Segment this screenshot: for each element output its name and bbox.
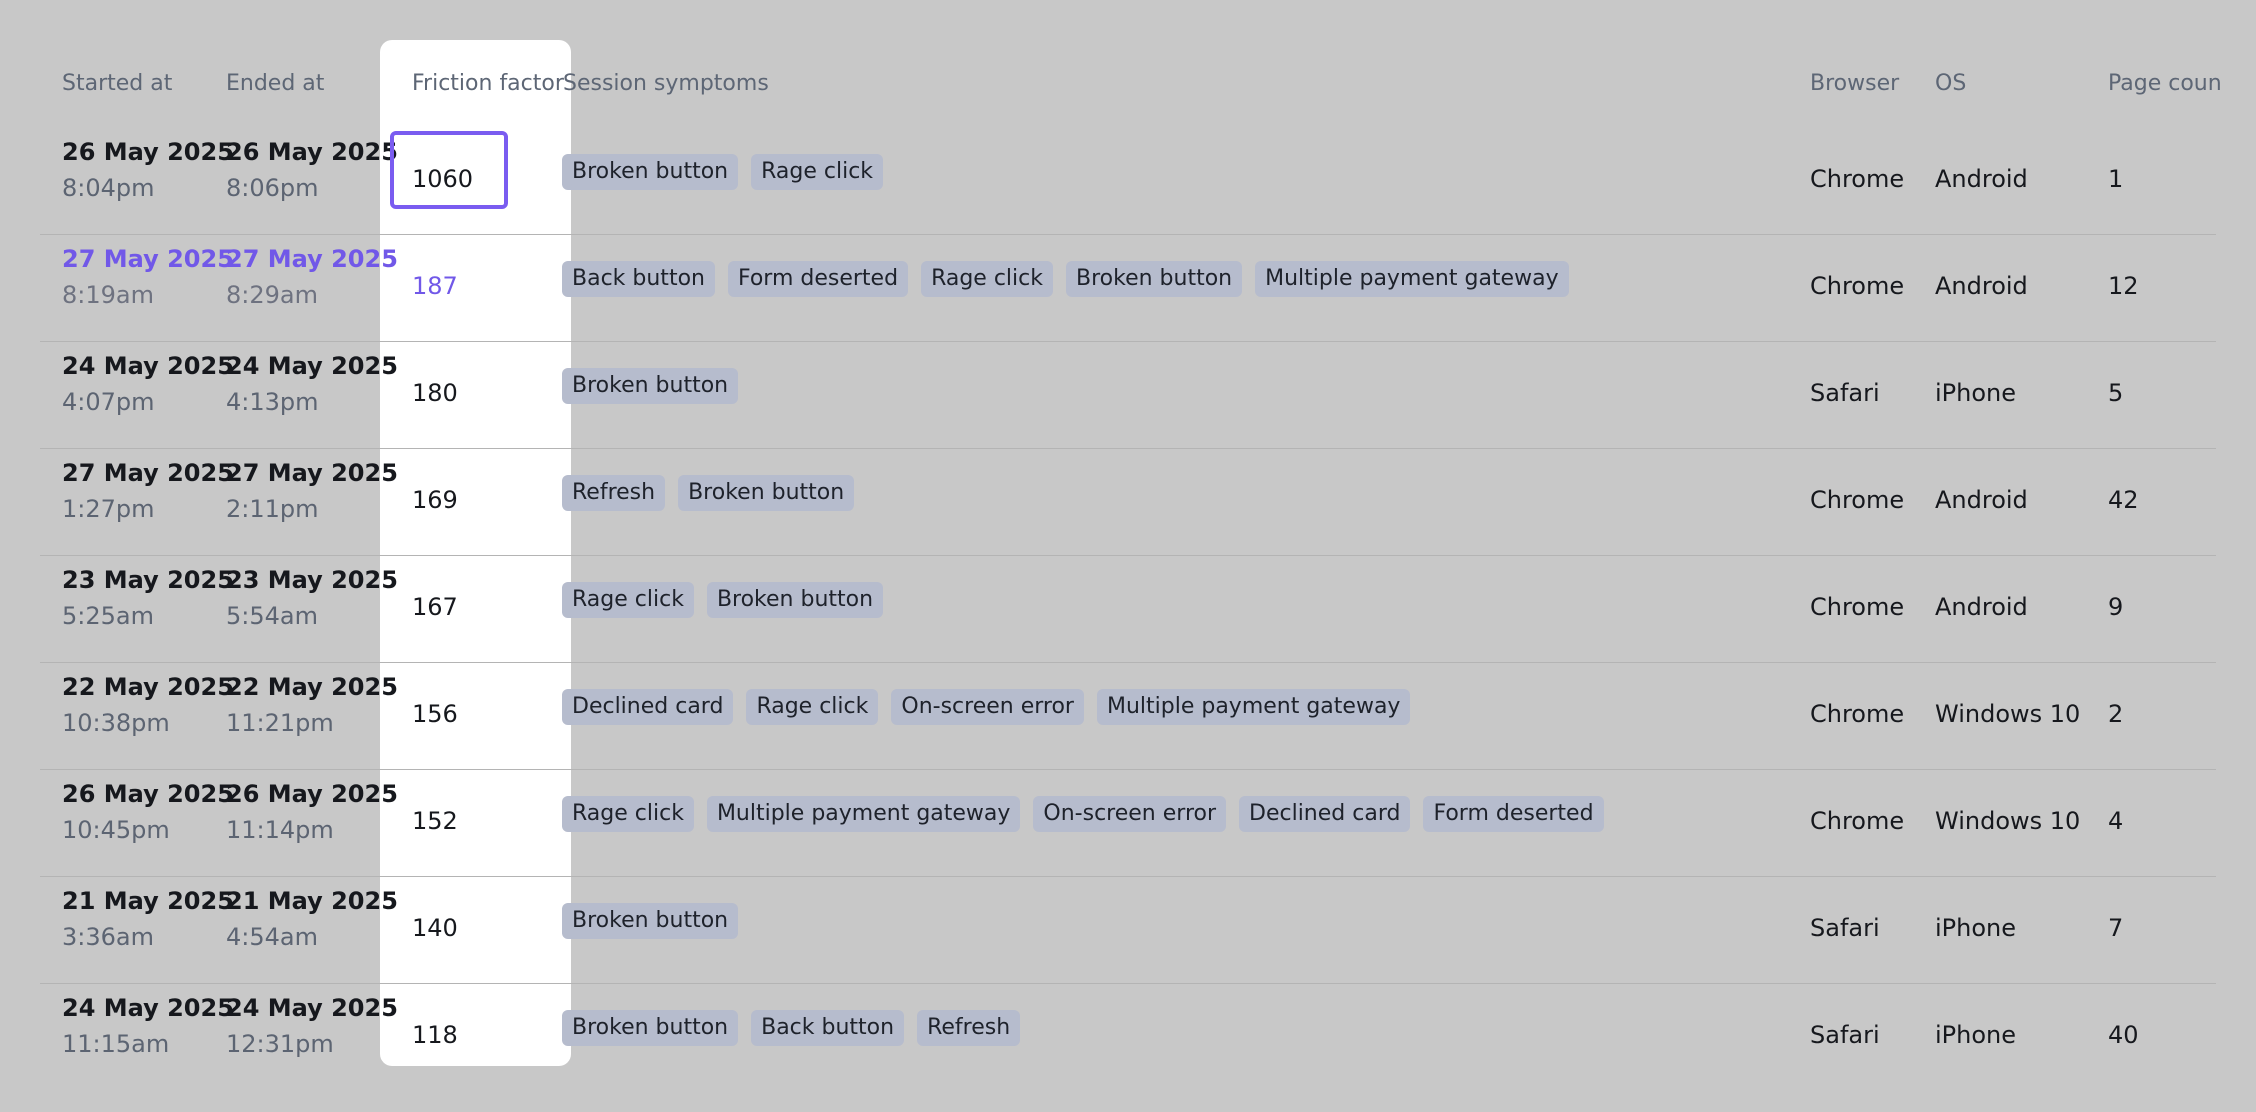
table-row[interactable] bbox=[40, 342, 2216, 449]
browser-value: Chrome bbox=[1810, 807, 1905, 835]
symptom-tag[interactable]: Rage click bbox=[751, 154, 883, 190]
end-time: 4:13pm bbox=[226, 388, 319, 416]
friction-factor-value[interactable]: 169 bbox=[412, 486, 458, 514]
end-date: 24 May 2025 bbox=[226, 352, 398, 380]
session-symptoms-list bbox=[562, 582, 883, 618]
browser-value: Safari bbox=[1810, 914, 1880, 942]
table-row[interactable] bbox=[40, 128, 2216, 235]
table-row[interactable] bbox=[40, 235, 2216, 342]
start-time: 4:07pm bbox=[62, 388, 155, 416]
session-symptoms-list bbox=[562, 1010, 1020, 1046]
friction-factor-value[interactable]: 140 bbox=[412, 914, 458, 942]
os-value: iPhone bbox=[1935, 379, 2017, 407]
session-symptoms-list bbox=[562, 689, 1410, 725]
start-date: 22 May 2025 bbox=[62, 673, 234, 701]
header-os[interactable]: OS bbox=[1935, 71, 1967, 96]
page-count-value: 9 bbox=[2108, 593, 2124, 621]
session-symptoms-list bbox=[562, 261, 1569, 297]
page-count-value: 40 bbox=[2108, 1021, 2139, 1049]
end-date: 24 May 2025 bbox=[226, 994, 398, 1022]
symptom-tag[interactable]: Broken button bbox=[562, 903, 738, 939]
table-body bbox=[40, 128, 2256, 1090]
end-date: 26 May 2025 bbox=[226, 780, 398, 808]
friction-factor-value[interactable]: 180 bbox=[412, 379, 458, 407]
friction-factor-value[interactable]: 1060 bbox=[412, 165, 474, 193]
symptom-tag[interactable]: Broken button bbox=[562, 1010, 738, 1046]
page-count-value: 5 bbox=[2108, 379, 2124, 407]
page-count-value: 1 bbox=[2108, 165, 2124, 193]
symptom-tag[interactable]: Multiple payment gateway bbox=[1097, 689, 1410, 725]
start-date: 27 May 2025 bbox=[62, 459, 234, 487]
symptom-tag[interactable]: Refresh bbox=[917, 1010, 1020, 1046]
os-value: iPhone bbox=[1935, 914, 2017, 942]
symptom-tag[interactable]: Multiple payment gateway bbox=[707, 796, 1020, 832]
friction-factor-value[interactable]: 118 bbox=[412, 1021, 458, 1049]
end-date: 27 May 2025 bbox=[226, 459, 398, 487]
friction-factor-value[interactable]: 152 bbox=[412, 807, 458, 835]
header-browser[interactable]: Browser bbox=[1810, 71, 1900, 96]
start-date: 23 May 2025 bbox=[62, 566, 234, 594]
symptom-tag[interactable]: Broken button bbox=[562, 154, 738, 190]
symptom-tag[interactable]: Back button bbox=[562, 261, 715, 297]
end-time: 2:11pm bbox=[226, 495, 319, 523]
symptom-tag[interactable]: Multiple payment gateway bbox=[1255, 261, 1568, 297]
symptom-tag[interactable]: Broken button bbox=[562, 368, 738, 404]
start-time: 8:19am bbox=[62, 281, 154, 309]
symptom-tag[interactable]: On-screen error bbox=[891, 689, 1084, 725]
start-time: 10:45pm bbox=[62, 816, 170, 844]
start-time: 3:36am bbox=[62, 923, 154, 951]
end-time: 11:14pm bbox=[226, 816, 334, 844]
os-value: iPhone bbox=[1935, 1021, 2017, 1049]
symptom-tag[interactable]: Declined card bbox=[562, 689, 733, 725]
os-value: Android bbox=[1935, 272, 2028, 300]
header-started-at[interactable]: Started at bbox=[62, 71, 173, 96]
friction-factor-value[interactable]: 167 bbox=[412, 593, 458, 621]
session-symptoms-list bbox=[562, 368, 738, 404]
symptom-tag[interactable]: Rage click bbox=[746, 689, 878, 725]
os-value: Android bbox=[1935, 486, 2028, 514]
browser-value: Chrome bbox=[1810, 593, 1905, 621]
start-date: 21 May 2025 bbox=[62, 887, 234, 915]
start-time: 1:27pm bbox=[62, 495, 155, 523]
start-date: 24 May 2025 bbox=[62, 994, 234, 1022]
end-date: 23 May 2025 bbox=[226, 566, 398, 594]
symptom-tag[interactable]: Broken button bbox=[1066, 261, 1242, 297]
symptom-tag[interactable]: Form deserted bbox=[728, 261, 908, 297]
session-symptoms-list bbox=[562, 475, 854, 511]
symptom-tag[interactable]: Form deserted bbox=[1423, 796, 1603, 832]
start-date: 26 May 2025 bbox=[62, 138, 234, 166]
table-row[interactable] bbox=[40, 877, 2216, 984]
browser-value: Chrome bbox=[1810, 700, 1905, 728]
os-value: Windows 10 bbox=[1935, 807, 2081, 835]
symptom-tag[interactable]: Rage click bbox=[921, 261, 1053, 297]
end-date: 26 May 2025 bbox=[226, 138, 398, 166]
os-value: Android bbox=[1935, 165, 2028, 193]
symptom-tag[interactable]: Rage click bbox=[562, 796, 694, 832]
table-row[interactable] bbox=[40, 449, 2216, 556]
browser-value: Chrome bbox=[1810, 165, 1905, 193]
browser-value: Chrome bbox=[1810, 272, 1905, 300]
page-count-value: 7 bbox=[2108, 914, 2124, 942]
header-page-count[interactable]: Page coun bbox=[2108, 71, 2222, 96]
start-time: 5:25am bbox=[62, 602, 154, 630]
symptom-tag[interactable]: Broken button bbox=[707, 582, 883, 618]
browser-value: Chrome bbox=[1810, 486, 1905, 514]
session-symptoms-list bbox=[562, 903, 738, 939]
symptom-tag[interactable]: Rage click bbox=[562, 582, 694, 618]
end-time: 11:21pm bbox=[226, 709, 334, 737]
end-date: 21 May 2025 bbox=[226, 887, 398, 915]
table-row[interactable] bbox=[40, 770, 2216, 877]
page-count-value: 4 bbox=[2108, 807, 2124, 835]
start-date: 24 May 2025 bbox=[62, 352, 234, 380]
start-time: 10:38pm bbox=[62, 709, 170, 737]
page-count-value: 12 bbox=[2108, 272, 2139, 300]
header-ended-at[interactable]: Ended at bbox=[226, 71, 325, 96]
session-symptoms-list bbox=[562, 796, 1604, 832]
symptom-tag[interactable]: On-screen error bbox=[1033, 796, 1226, 832]
table-header bbox=[40, 0, 2256, 128]
symptom-tag[interactable]: Broken button bbox=[678, 475, 854, 511]
end-time: 8:06pm bbox=[226, 174, 319, 202]
browser-value: Safari bbox=[1810, 379, 1880, 407]
end-date: 27 May 2025 bbox=[226, 245, 398, 273]
table-row[interactable] bbox=[40, 663, 2216, 770]
start-date: 27 May 2025 bbox=[62, 245, 234, 273]
start-time: 11:15am bbox=[62, 1030, 170, 1058]
session-symptoms-list bbox=[562, 154, 883, 190]
end-time: 8:29am bbox=[226, 281, 318, 309]
end-time: 12:31pm bbox=[226, 1030, 334, 1058]
end-date: 22 May 2025 bbox=[226, 673, 398, 701]
start-time: 8:04pm bbox=[62, 174, 155, 202]
browser-value: Safari bbox=[1810, 1021, 1880, 1049]
symptom-tag[interactable]: Back button bbox=[751, 1010, 904, 1046]
header-friction-factor[interactable]: Friction factor bbox=[412, 71, 564, 96]
sessions-table bbox=[40, 0, 2256, 1090]
friction-factor-value[interactable]: 156 bbox=[412, 700, 458, 728]
symptom-tag[interactable]: Refresh bbox=[562, 475, 665, 511]
page-count-value: 42 bbox=[2108, 486, 2139, 514]
end-time: 4:54am bbox=[226, 923, 318, 951]
page-count-value: 2 bbox=[2108, 700, 2124, 728]
friction-factor-value[interactable]: 187 bbox=[412, 272, 458, 300]
symptom-tag[interactable]: Declined card bbox=[1239, 796, 1410, 832]
table-row[interactable] bbox=[40, 984, 2216, 1090]
end-time: 5:54am bbox=[226, 602, 318, 630]
table-row[interactable] bbox=[40, 556, 2216, 663]
start-date: 26 May 2025 bbox=[62, 780, 234, 808]
os-value: Windows 10 bbox=[1935, 700, 2081, 728]
os-value: Android bbox=[1935, 593, 2028, 621]
header-session-symptoms[interactable]: Session symptoms bbox=[563, 71, 769, 96]
